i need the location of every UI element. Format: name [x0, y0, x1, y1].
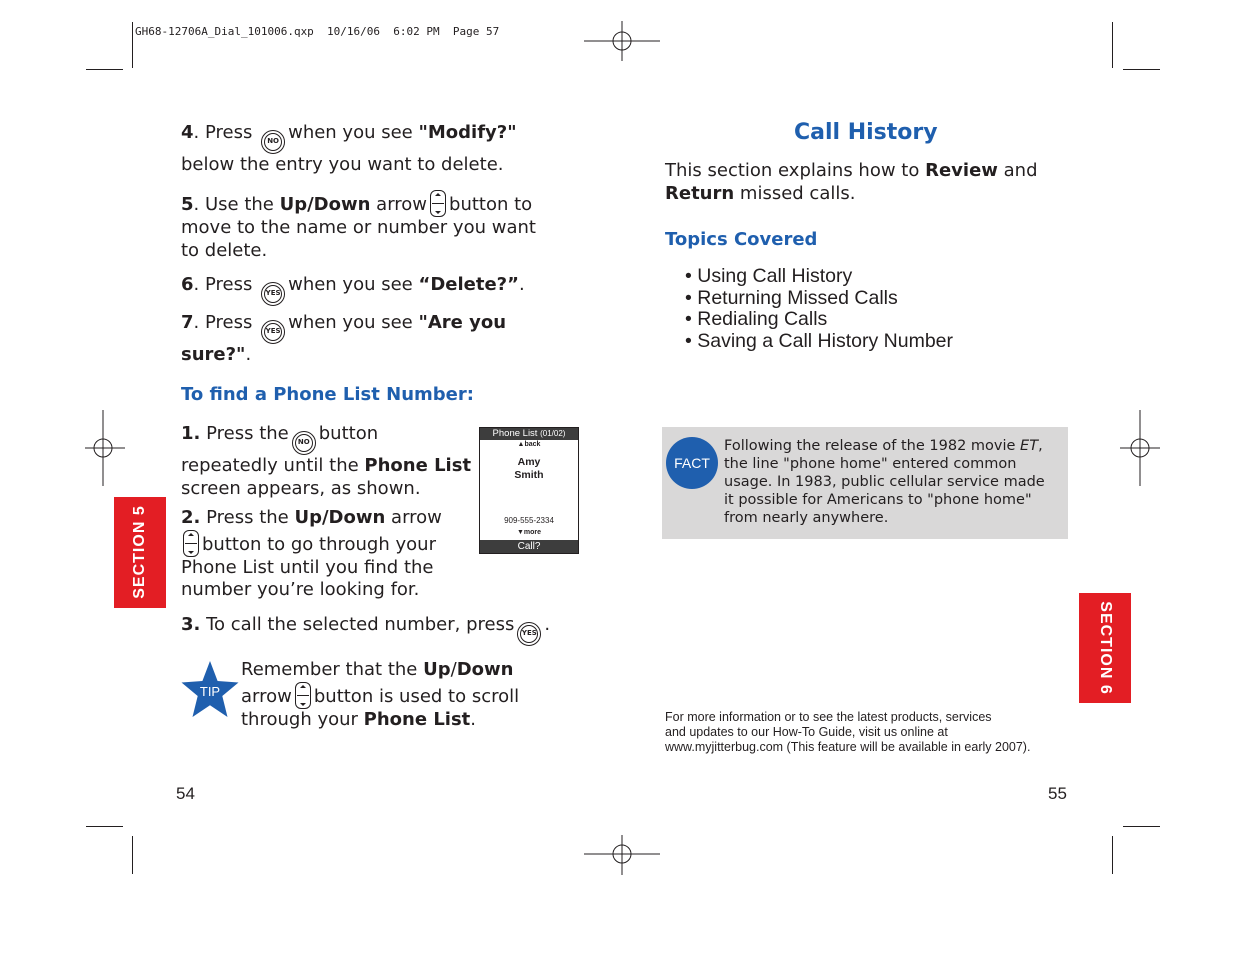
no-button-icon: NO: [261, 130, 285, 154]
tip-line: arrow: [241, 685, 292, 707]
tip-keyword: Up: [423, 659, 451, 680]
list-item: • Using Call History: [685, 265, 853, 287]
step-text: . Use the: [193, 194, 274, 215]
section-5-tab: [114, 497, 166, 608]
contact-last-name: Smith: [514, 469, 544, 481]
tip-line: Remember that the: [241, 659, 418, 680]
tip-line: button is used to scroll: [313, 685, 520, 707]
step-number: 3.: [181, 614, 201, 635]
fact-badge: FACT: [666, 437, 718, 489]
screen-counter: (01/02): [540, 429, 566, 438]
phone-list-screen: [479, 427, 579, 554]
find-step-3: [181, 614, 601, 646]
intro-line: This section explains how to: [665, 160, 920, 181]
crop-mark: [86, 826, 123, 827]
step-text: when you see: [288, 312, 413, 333]
up-down-arrow-icon: [183, 530, 199, 557]
step-6: [181, 274, 581, 306]
registration-mark-icon: [584, 835, 660, 875]
step-text: . Press: [193, 122, 253, 143]
tip-text: [241, 659, 601, 731]
contact-number: 909-555-2334: [504, 516, 554, 525]
registration-mark-icon: [1120, 410, 1160, 486]
step-keyword: Up/Down: [294, 507, 386, 528]
printer-slug: GH68-12706A_Dial_101006.qxp 10/16/06 6:02 PM Page 57: [135, 25, 500, 38]
step-text: when you see: [288, 122, 413, 143]
step-text: below the entry you want to delete.: [181, 154, 504, 175]
step-text: move to the name or number you want: [181, 217, 536, 238]
section-tab-label: SECTION 5: [131, 505, 148, 599]
fact-line: usage. In 1983, public cellular service made: [724, 474, 1045, 490]
fact-line: ,: [1038, 438, 1043, 454]
step-text: button: [318, 423, 379, 444]
step-text: to delete.: [181, 239, 268, 261]
registration-mark-icon: [85, 410, 125, 486]
screen-title: Phone List: [492, 428, 538, 439]
footnote-line: and updates to our How-To Guide, visit us online at: [665, 725, 948, 739]
contact-name: [480, 456, 578, 482]
yes-button-icon: YES: [517, 622, 541, 646]
crop-mark: [1112, 836, 1113, 874]
step-keyword: “Delete?”: [418, 274, 519, 295]
yes-button-icon: YES: [261, 282, 285, 306]
tip-keyword: Down: [456, 659, 514, 680]
more-indicator: [480, 529, 578, 536]
step-keyword: "Are you: [418, 312, 507, 333]
step-4: [181, 122, 581, 177]
tip-badge: TIP: [199, 684, 221, 699]
step-keyword: Phone List: [364, 455, 472, 476]
contact-first-name: Amy: [517, 456, 541, 468]
fact-line: the line "phone home" entered common: [724, 456, 1017, 472]
intro-line: and: [1003, 160, 1038, 181]
screen-header: [480, 428, 578, 440]
step-5: [181, 190, 581, 262]
crop-mark: [1112, 22, 1113, 68]
list-item: • Returning Missed Calls: [685, 286, 898, 309]
back-indicator: [480, 441, 578, 448]
step-text: arrow: [391, 507, 442, 528]
no-button-icon: NO: [292, 431, 316, 455]
topics-heading: Topics Covered: [665, 229, 818, 250]
step-text: .: [245, 344, 252, 365]
down-triangle-icon: ▼: [516, 529, 524, 536]
step-number: 5: [181, 194, 194, 215]
step-number: 6: [181, 274, 194, 295]
tip-line: through your: [241, 708, 358, 730]
page-number-right: 55: [1048, 784, 1067, 803]
crop-mark: [132, 836, 133, 874]
crop-mark: [1123, 69, 1160, 70]
step-text: .: [518, 274, 525, 295]
step-text: Press the: [206, 507, 289, 528]
softkey-call: Call?: [480, 540, 578, 553]
page-title: Call History: [794, 120, 938, 145]
crop-mark: [86, 69, 123, 70]
fact-italic: ET: [1020, 438, 1039, 454]
intro-line: missed calls.: [739, 182, 856, 204]
tip-line: /: [450, 659, 457, 680]
section-6-tab: [1079, 593, 1131, 703]
step-text: . Press: [193, 312, 253, 333]
step-keyword: sure?": [181, 344, 246, 365]
page-number-left: 54: [176, 784, 195, 803]
step-text: when you see: [288, 274, 413, 295]
step-text: number you’re looking for.: [181, 579, 420, 600]
step-text: repeatedly until the: [181, 455, 359, 476]
step-7: [181, 312, 581, 367]
step-number: 4: [181, 122, 194, 143]
fact-line: it possible for Americans to "phone home": [724, 492, 1032, 508]
list-item: • Redialing Calls: [685, 308, 828, 330]
up-triangle-icon: ▲: [517, 441, 525, 448]
find-heading: To find a Phone List Number:: [181, 384, 474, 405]
fact-line: from nearly anywhere.: [724, 510, 889, 526]
list-item: • Saving a Call History Number: [685, 329, 954, 352]
tip-keyword: Phone List: [363, 708, 471, 730]
crop-mark: [132, 22, 133, 68]
step-text: .: [544, 614, 551, 635]
step-text: . Press: [193, 274, 253, 295]
fact-line: Following the release of the 1982 movie: [724, 438, 1016, 454]
registration-mark-icon: [584, 21, 660, 61]
yes-button-icon: YES: [261, 320, 285, 344]
more-label: more: [523, 529, 542, 536]
step-keyword: Up/Down: [279, 194, 371, 215]
step-text: Press the: [206, 423, 289, 444]
step-number: 2.: [181, 507, 201, 528]
tip-line: .: [470, 708, 477, 730]
footnote-line: www.myjitterbug.com (This feature will be available in early 2007).: [665, 740, 1031, 754]
step-text: button to: [449, 194, 533, 215]
footnote-line: For more information or to see the latest products, services: [665, 710, 992, 724]
topics-list: [685, 266, 953, 352]
step-text: Phone List until you find the: [181, 556, 434, 578]
step-number: 7: [181, 312, 194, 333]
step-text: button to go through your: [202, 533, 436, 555]
crop-mark: [1123, 826, 1160, 827]
back-label: back: [524, 441, 541, 448]
footnote: [665, 710, 1085, 755]
up-down-arrow-icon: [430, 190, 446, 217]
find-step-2: [181, 507, 481, 602]
step-text: arrow: [376, 194, 428, 215]
step-keyword: "Modify?": [418, 122, 517, 143]
step-number: 1.: [181, 423, 201, 444]
fact-text: [724, 437, 1059, 527]
step-text: To call the selected number, press: [206, 614, 515, 635]
find-step-1: [181, 423, 481, 500]
intro-keyword: Review: [925, 160, 998, 181]
step-text: screen appears, as shown.: [181, 477, 421, 499]
intro-keyword: Return: [665, 182, 735, 204]
section-tab-label: SECTION 6: [1097, 601, 1114, 695]
intro-text: [665, 160, 1085, 205]
up-down-arrow-icon: [295, 682, 311, 709]
